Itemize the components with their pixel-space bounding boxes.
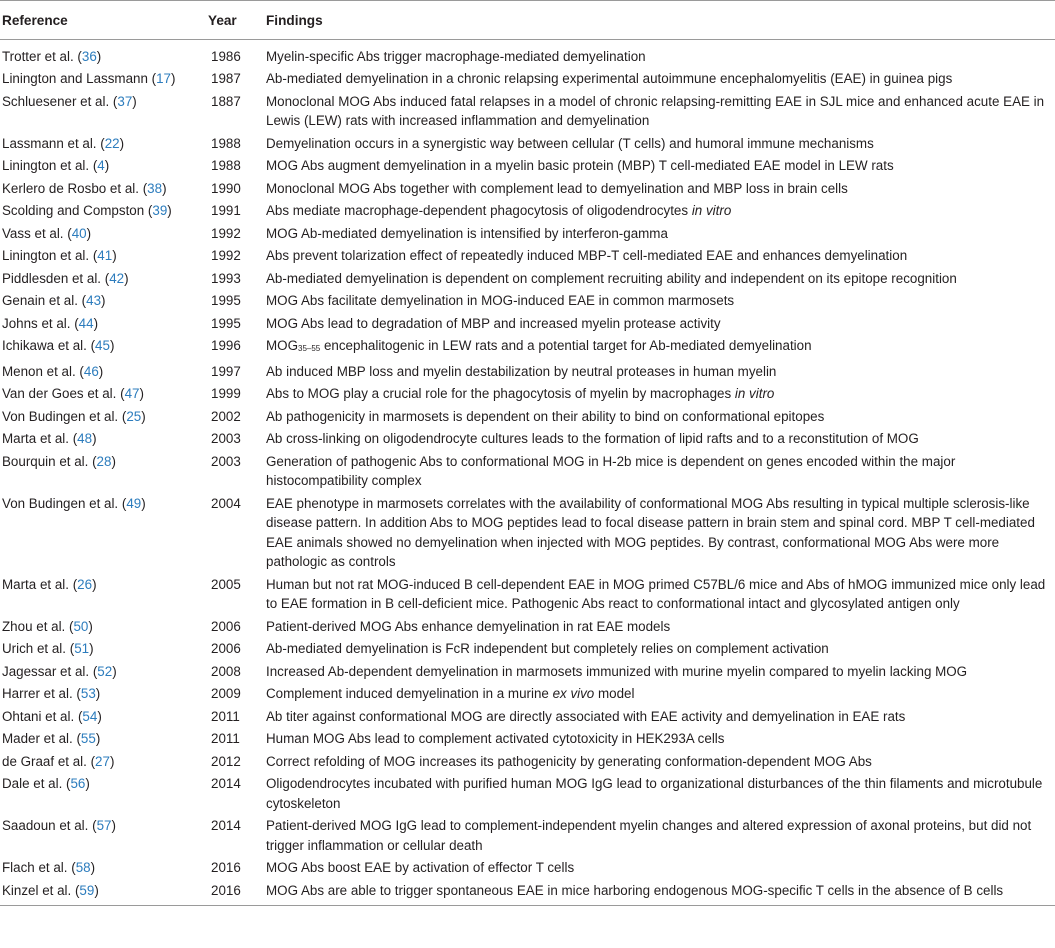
header-year: Year [208,1,266,40]
year-cell: 2004 [211,495,241,511]
reference-authors: Kinzel et al. [2,882,72,898]
reference-authors: Ichikawa et al. [2,338,87,353]
finding-prefix: Complement induced demyelination in a murine [266,686,553,701]
reference-authors: Menon et al. [2,363,76,379]
year-cell: 1992 [211,225,241,241]
reference-number-link[interactable]: 51 [74,641,90,656]
reference-authors: Ohtani et al. [2,708,75,724]
reference-cell: de Graaf et al. (27) [2,753,115,769]
findings-cell [266,222,1055,245]
finding-italic: ex vivo [552,686,595,701]
finding-text: Correct refolding of MOG increases its pathogenicity by generating conformation-dependent MOG Abs [266,753,872,769]
table-row [0,638,1055,661]
findings-cell [266,177,1055,200]
findings-cell [266,492,1055,573]
reference-number-link[interactable]: 54 [82,708,98,724]
reference-authors: Lassmann et al. [2,135,97,151]
table-row [0,750,1055,773]
finding-text: Ab-mediated demyelination is FcR independent but completely relies on complement activation [266,641,829,656]
findings-cell [266,857,1055,880]
reference-number-link[interactable]: 45 [95,338,110,353]
reference-cell: Urich et al. (51) [2,641,94,656]
year-cell: 2008 [211,663,241,679]
table-row [0,267,1055,290]
findings-cell [266,450,1055,492]
year-cell: 1988 [211,135,241,151]
reference-cell: Harrer et al. (53) [2,686,101,701]
table-row [0,335,1055,361]
reference-number-link[interactable]: 48 [77,431,93,446]
findings-cell [266,615,1055,638]
findings-cell [266,68,1055,91]
reference-number-link[interactable]: 17 [156,71,172,86]
reference-authors: Van der Goes et al. [2,386,117,401]
reference-number-link[interactable]: 37 [117,93,133,109]
finding-text: model [594,686,635,701]
findings-cell [266,879,1055,906]
reference-number-link[interactable]: 46 [83,363,99,379]
finding-text: Abs to MOG play a crucial role for the phagocytosis of myelin by macrophages [266,386,732,401]
findings-cell [266,573,1055,615]
header-reference: Reference [0,1,208,40]
finding-subscript: 35–55 [298,344,321,353]
table-row [0,68,1055,91]
reference-number-link[interactable]: 56 [70,776,86,791]
table-row [0,312,1055,335]
findings-cell [266,90,1055,132]
reference-number-link[interactable]: 25 [126,408,142,424]
findings-cell [266,200,1055,223]
table-row [0,660,1055,683]
reference-authors: Saadoun et al. [2,818,89,833]
reference-number-link[interactable]: 53 [80,686,96,701]
reference-number-link[interactable]: 4 [97,158,105,173]
finding-text: MOG Abs are able to trigger spontaneous EAE in mice harboring endogenous MOG-specific T cells in the absence of B cells [266,882,1004,898]
finding-italic: in vitro [734,386,775,401]
reference-number-link[interactable]: 50 [73,618,89,634]
reference-cell: Linington and Lassmann (17) [2,71,176,86]
year-cell: 2005 [211,576,241,592]
findings-cell [266,728,1055,751]
reference-authors: Jagessar et al. [2,663,90,679]
reference-cell: Bourquin et al. (28) [2,453,116,469]
finding-text: Human but not rat MOG-induced B cell-dependent EAE in MOG primed C57BL/6 mice and Abs of hMOG immunized mice only lead to EAE formation in B cell-deficient mice. Pathogenic Abs react to conformational intact and glycosylated antigen only [266,576,1046,611]
reference-cell: Dale et al. (56) [2,776,90,791]
table-row [0,360,1055,383]
finding-text: Ab titer against conformational MOG are directly associated with EAE activity and demyelination in EAE rats [266,708,906,724]
reference-number-link[interactable]: 44 [78,315,94,331]
reference-cell: Trotter et al. (36) [2,48,102,64]
year-cell: 2012 [211,753,241,769]
year-cell: 1995 [211,315,241,331]
reference-cell: Ohtani et al. (54) [2,708,102,724]
year-cell: 2003 [211,453,241,469]
finding-text: Oligodendrocytes incubated with purified human MOG IgG lead to organizational disturbances of the thin filaments and microtubule cytoskeleton [266,776,1043,811]
reference-cell: Jagessar et al. (52) [2,663,117,679]
reference-number-link[interactable]: 49 [126,495,142,511]
reference-authors: Linington et al. [2,158,90,173]
reference-authors: Marta et al. [2,431,69,446]
year-cell: 1986 [211,48,241,64]
findings-cell [266,360,1055,383]
table-row [0,450,1055,492]
reference-authors: de Graaf et al. [2,753,87,769]
table-row [0,290,1055,313]
findings-cell [266,245,1055,268]
reference-authors: Schluesener et al. [2,93,110,109]
table-row [0,39,1055,68]
year-cell: 1997 [211,363,241,379]
table-row [0,383,1055,406]
table-row [0,815,1055,857]
reference-number-link[interactable]: 43 [86,293,102,308]
reference-authors: Mader et al. [2,731,73,746]
reference-number-link[interactable]: 40 [71,225,87,241]
findings-cell [266,750,1055,773]
table-row [0,773,1055,815]
findings-cell [266,155,1055,178]
table-row [0,90,1055,132]
findings-cell [266,335,1055,361]
findings-cell [266,132,1055,155]
year-cell: 2014 [211,818,241,833]
table-row [0,428,1055,451]
reference-number-link[interactable]: 27 [95,753,110,769]
finding-text: Monoclonal MOG Abs induced fatal relapses in a model of chronic relapsing-remitting EAE in SJL mice and enhanced acute EAE in Lewis (LEW) rats with increased inflammation and demyelination [266,93,1045,128]
table-row [0,200,1055,223]
reference-number-link[interactable]: 52 [97,663,113,679]
year-cell: 2014 [211,776,241,791]
reference-authors: Piddlesden et al. [2,270,102,286]
year-cell: 1996 [211,338,241,353]
reference-number-link[interactable]: 55 [80,731,96,746]
year-cell: 2003 [211,431,241,446]
finding-text: Demyelination occurs in a synergistic way between cellular (T cells) and humoral immune mechanisms [266,135,874,151]
finding-text: Ab pathogenicity in marmosets is dependent on their ability to bind on conformational epitopes [266,408,825,424]
year-cell: 1991 [211,203,241,218]
year-cell: 1988 [211,158,241,173]
reference-number-link[interactable]: 57 [96,818,112,833]
findings-cell [266,312,1055,335]
reference-number-link[interactable]: 59 [79,882,95,898]
reference-authors: Marta et al. [2,576,69,592]
finding-prefix: MOG [266,338,298,353]
reference-number-link[interactable]: 41 [97,248,113,263]
year-cell: 2011 [211,708,240,724]
findings-cell [266,660,1055,683]
table-row [0,222,1055,245]
findings-cell [266,267,1055,290]
reference-authors: Trotter et al. [2,48,74,64]
table-row [0,728,1055,751]
table-row [0,405,1055,428]
reference-cell: Saadoun et al. (57) [2,818,116,833]
findings-cell [266,383,1055,406]
reference-number-link[interactable]: 39 [152,203,168,218]
reference-cell: Johns et al. (44) [2,315,99,331]
reference-cell: Flach et al. (58) [2,860,96,875]
year-cell: 1993 [211,270,241,286]
reference-cell: Kerlero de Rosbo et al. (38) [2,180,167,196]
reference-cell: Kinzel et al. (59) [0,879,208,906]
finding-text: MOG Abs boost EAE by activation of effector T cells [266,860,575,875]
table-row [0,492,1055,573]
finding-text: Abs prevent tolarization effect of repeatedly induced MBP-T cell-mediated EAE and enhances demyelination [266,248,908,263]
year-cell: 2016 [208,879,266,906]
reference-number-link[interactable]: 36 [81,48,97,64]
findings-cell [266,638,1055,661]
reference-cell: Mader et al. (55) [2,731,101,746]
table-row [0,683,1055,706]
finding-text: EAE phenotype in marmosets correlates with the availability of conformational MOG Abs resulting in typical multiple sclerosis-like disease pattern. In addition Abs to MOG peptides lead to focal disease pattern in brain stem and spinal cord. MBP T cell-mediated EAE animals showed no demyelination when injected with MOG peptides. By contrast, conformational MOG Abs were more pathologic as controls [266,495,1035,569]
findings-cell [266,290,1055,313]
reference-authors: Vass et al. [2,225,64,241]
table-body [0,39,1055,906]
header-findings: Findings [266,1,1055,40]
year-cell: 2009 [211,686,241,701]
reference-authors: Zhou et al. [2,618,66,634]
reference-number-link[interactable]: 28 [96,453,112,469]
header-row [0,1,1055,40]
reference-cell: Van der Goes et al. (47) [2,386,144,401]
reference-cell: Lassmann et al. (22) [2,135,125,151]
reference-cell: Menon et al. (46) [2,363,104,379]
table-row [0,132,1055,155]
year-cell: 1999 [211,386,241,401]
reference-authors: Bourquin et al. [2,453,89,469]
year-cell: 1987 [211,71,241,86]
year-cell: 2002 [211,408,241,424]
finding-text: Human MOG Abs lead to complement activated cytotoxicity in HEK293A cells [266,731,725,746]
reference-authors: Von Budingen et al. [2,408,119,424]
table-row [0,879,1055,906]
table-row [0,615,1055,638]
findings-cell [266,405,1055,428]
reference-number-link[interactable]: 58 [75,860,91,875]
reference-number-link[interactable]: 26 [77,576,93,592]
reference-authors: Harrer et al. [2,686,73,701]
findings-cell [266,773,1055,815]
reference-cell: Von Budingen et al. (25) [2,408,146,424]
reference-authors: Linington and Lassmann [2,71,148,86]
table-header [0,1,1055,40]
finding-text: Ab-mediated demyelination is dependent on complement recruiting ability and independent on its epitope recognition [266,270,957,286]
year-cell: 2016 [211,860,241,875]
reference-number-link[interactable]: 47 [124,386,140,401]
reference-authors: Flach et al. [2,860,68,875]
year-cell: 1887 [211,93,241,109]
reference-cell: Linington et al. (4) [2,158,110,173]
finding-text: Myelin-specific Abs trigger macrophage-mediated demyelination [266,48,646,64]
reference-authors: Kerlero de Rosbo et al. [2,180,139,196]
reference-number-link[interactable]: 22 [104,135,120,151]
finding-text: Generation of pathogenic Abs to conformational MOG in H-2b mice is dependent on genes encoded within the major histocompatibility complex [266,453,956,488]
finding-text: MOG Abs facilitate demyelination in MOG-induced EAE in common marmosets [266,293,735,308]
reference-cell: Vass et al. (40) [2,225,92,241]
findings-cell [266,428,1055,451]
finding-text: MOG Abs lead to degradation of MBP and increased myelin protease activity [266,315,721,331]
finding-text: Ab-mediated demyelination in a chronic relapsing experimental autoimmune encephalomyelitis (EAE) in guinea pigs [266,71,953,86]
finding-text: Increased Ab-dependent demyelination in marmosets immunized with murine myelin compared to myelin lacking MOG [266,663,968,679]
year-cell: 2011 [211,731,240,746]
table-row [0,857,1055,880]
reference-cell: Linington et al. (41) [2,248,117,263]
reference-cell: Marta et al. (48) [2,431,97,446]
year-cell: 1990 [211,180,241,196]
table-row [0,705,1055,728]
finding-italic: in vitro [691,203,732,218]
reference-authors: Dale et al. [2,776,63,791]
finding-text: Ab cross-linking on oligodendrocyte cultures leads to the formation of lipid rafts and to a reconstitution of MOG [266,431,919,446]
reference-authors: Johns et al. [2,315,71,331]
findings-cell [266,705,1055,728]
reference-cell: Marta et al. (26) [2,576,97,592]
table-row [0,245,1055,268]
finding-text: Monoclonal MOG Abs together with complement lead to demyelination and MBP loss in brain cells [266,180,848,196]
reference-authors: Linington et al. [2,248,90,263]
reference-number-link[interactable]: 42 [109,270,125,286]
finding-text: Ab induced MBP loss and myelin destabilization by neutral proteases in human myelin [266,363,777,379]
year-cell: 2006 [211,618,241,634]
findings-cell [266,683,1055,706]
finding-text: Patient-derived MOG Abs enhance demyelination in rat EAE models [266,618,671,634]
finding-text: MOG Ab-mediated demyelination is intensified by interferon-gamma [266,225,668,241]
reference-cell: Von Budingen et al. (49) [2,495,146,511]
reference-cell: Piddlesden et al. (42) [2,270,129,286]
year-cell: 2006 [211,641,241,656]
table-row [0,177,1055,200]
reference-authors: Von Budingen et al. [2,495,119,511]
year-cell: 1995 [211,293,241,308]
reference-authors: Scolding and Compston [2,203,145,218]
reference-cell: Genain et al. (43) [2,293,106,308]
reference-number-link[interactable]: 38 [147,180,163,196]
reference-cell: Ichikawa et al. (45) [2,338,115,353]
finding-text: Patient-derived MOG IgG lead to complement-independent myelin changes and altered expression of axonal proteins, but did not trigger inflammation or cellular death [266,818,1032,853]
finding-text: MOG Abs augment demyelination in a myelin basic protein (MBP) T cell-mediated EAE model in LEW rats [266,158,894,173]
reference-cell: Zhou et al. (50) [2,618,93,634]
reference-cell: Schluesener et al. (37) [2,93,137,109]
finding-text: encephalitogenic in LEW rats and a potential target for Ab-mediated demyelination [320,338,812,353]
year-cell: 1992 [211,248,241,263]
table-row [0,573,1055,615]
finding-text: Abs mediate macrophage-dependent phagocytosis of oligodendrocytes [266,203,689,218]
reference-authors: Genain et al. [2,293,78,308]
findings-cell [266,39,1055,68]
reference-cell: Scolding and Compston (39) [2,203,172,218]
reference-authors: Urich et al. [2,641,66,656]
table-row [0,155,1055,178]
findings-cell [266,815,1055,857]
